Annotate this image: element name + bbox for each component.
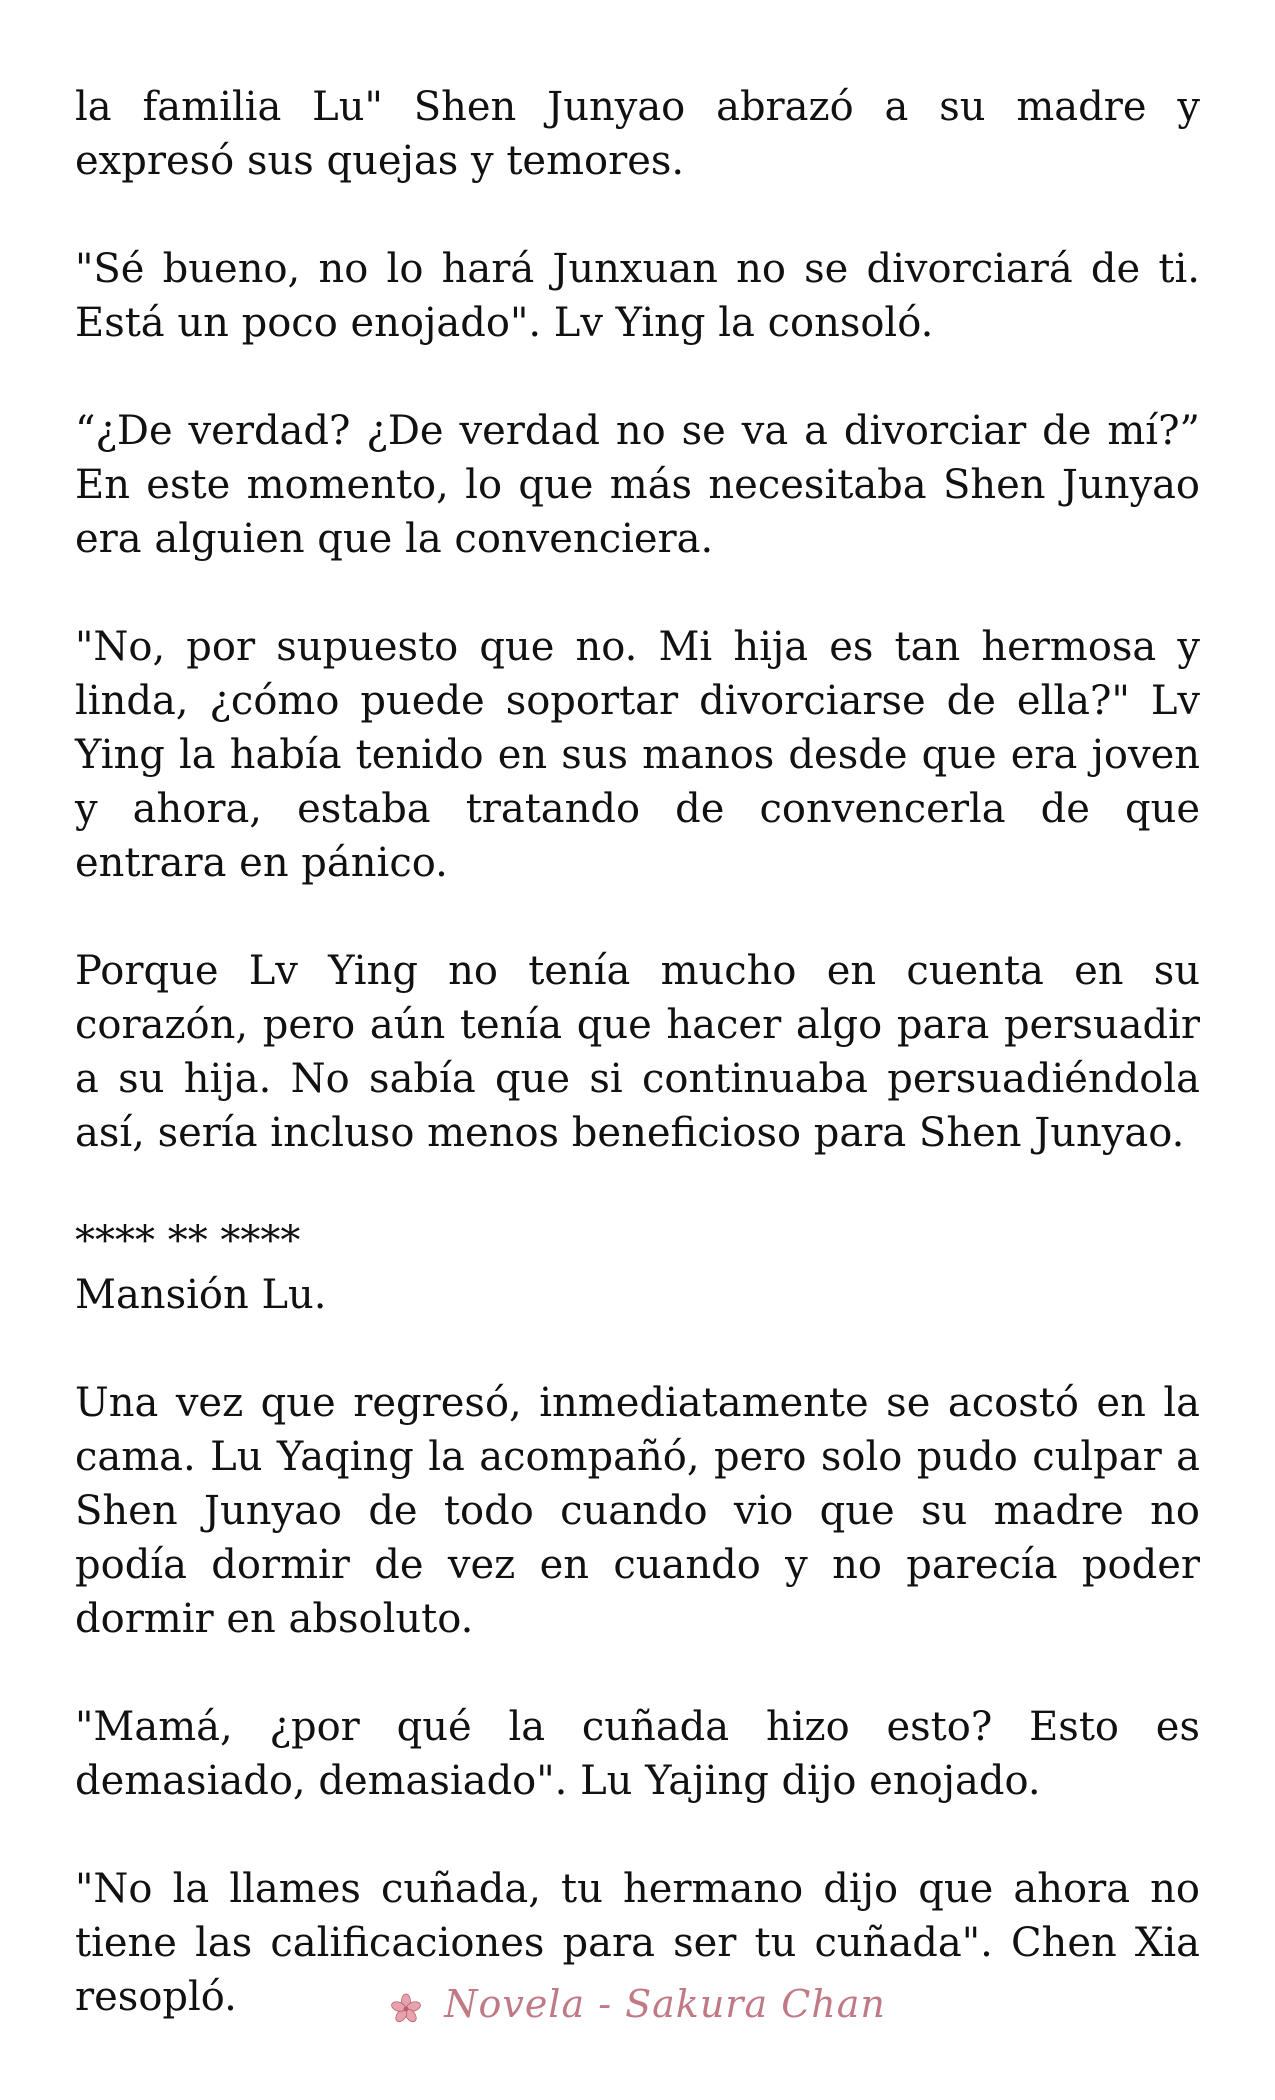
paragraph-location: Mansión Lu. — [75, 1272, 327, 1318]
paragraph-5: Porque Lv Ying no tenía mucho en cuenta en su corazón, pero aún tenía que hacer algo para persuadir a su hija. No sabía que si continuaba persuadiéndola así, sería incluso menos beneficioso para Shen Junyao. — [75, 948, 1200, 1156]
scene-separator: **** ** **** — [75, 1218, 301, 1264]
paragraph-3: “¿De verdad? ¿De verdad no se va a divorciar de mí?” En este momento, lo que más necesitaba Shen Junyao era alguien que la convenciera. — [75, 408, 1200, 562]
paragraph-7: "Mamá, ¿por qué la cuñada hizo esto? Esto es demasiado, demasiado". Lu Yajing dijo enojado. — [75, 1704, 1200, 1804]
paragraph-4: "No, por supuesto que no. Mi hija es tan hermosa y linda, ¿cómo puede soportar divorciarse de ella?" Lv Ying la había tenido en sus manos desde que era joven y ahora, estaba tratando de convencerla de que entrara en pánico. — [75, 624, 1200, 886]
document-body — [75, 80, 1200, 2078]
paragraph-2: "Sé bueno, no lo hará Junxuan no se divorciará de ti. Está un poco enojado". Lv Ying la consoló. — [75, 246, 1200, 346]
sakura-flower-icon — [389, 1991, 423, 2025]
watermark-footer — [0, 1982, 1275, 2026]
paragraph-6: Una vez que regresó, inmediatamente se acostó en la cama. Lu Yaqing la acompañó, pero solo pudo culpar a Shen Junyao de todo cuando vio que su madre no podía dormir de vez en cuando y no parecía poder dormir en absoluto. — [75, 1380, 1200, 1642]
watermark-text: Novela - Sakura Chan — [444, 1982, 886, 2026]
paragraph-8: "No la llames cuñada, tu hermano dijo que ahora no tiene las calificaciones para ser tu cuñada". Chen Xia resopló. — [75, 1866, 1200, 2020]
paragraph-1: la familia Lu" Shen Junyao abrazó a su madre y expresó sus quejas y temores. — [75, 84, 1200, 184]
